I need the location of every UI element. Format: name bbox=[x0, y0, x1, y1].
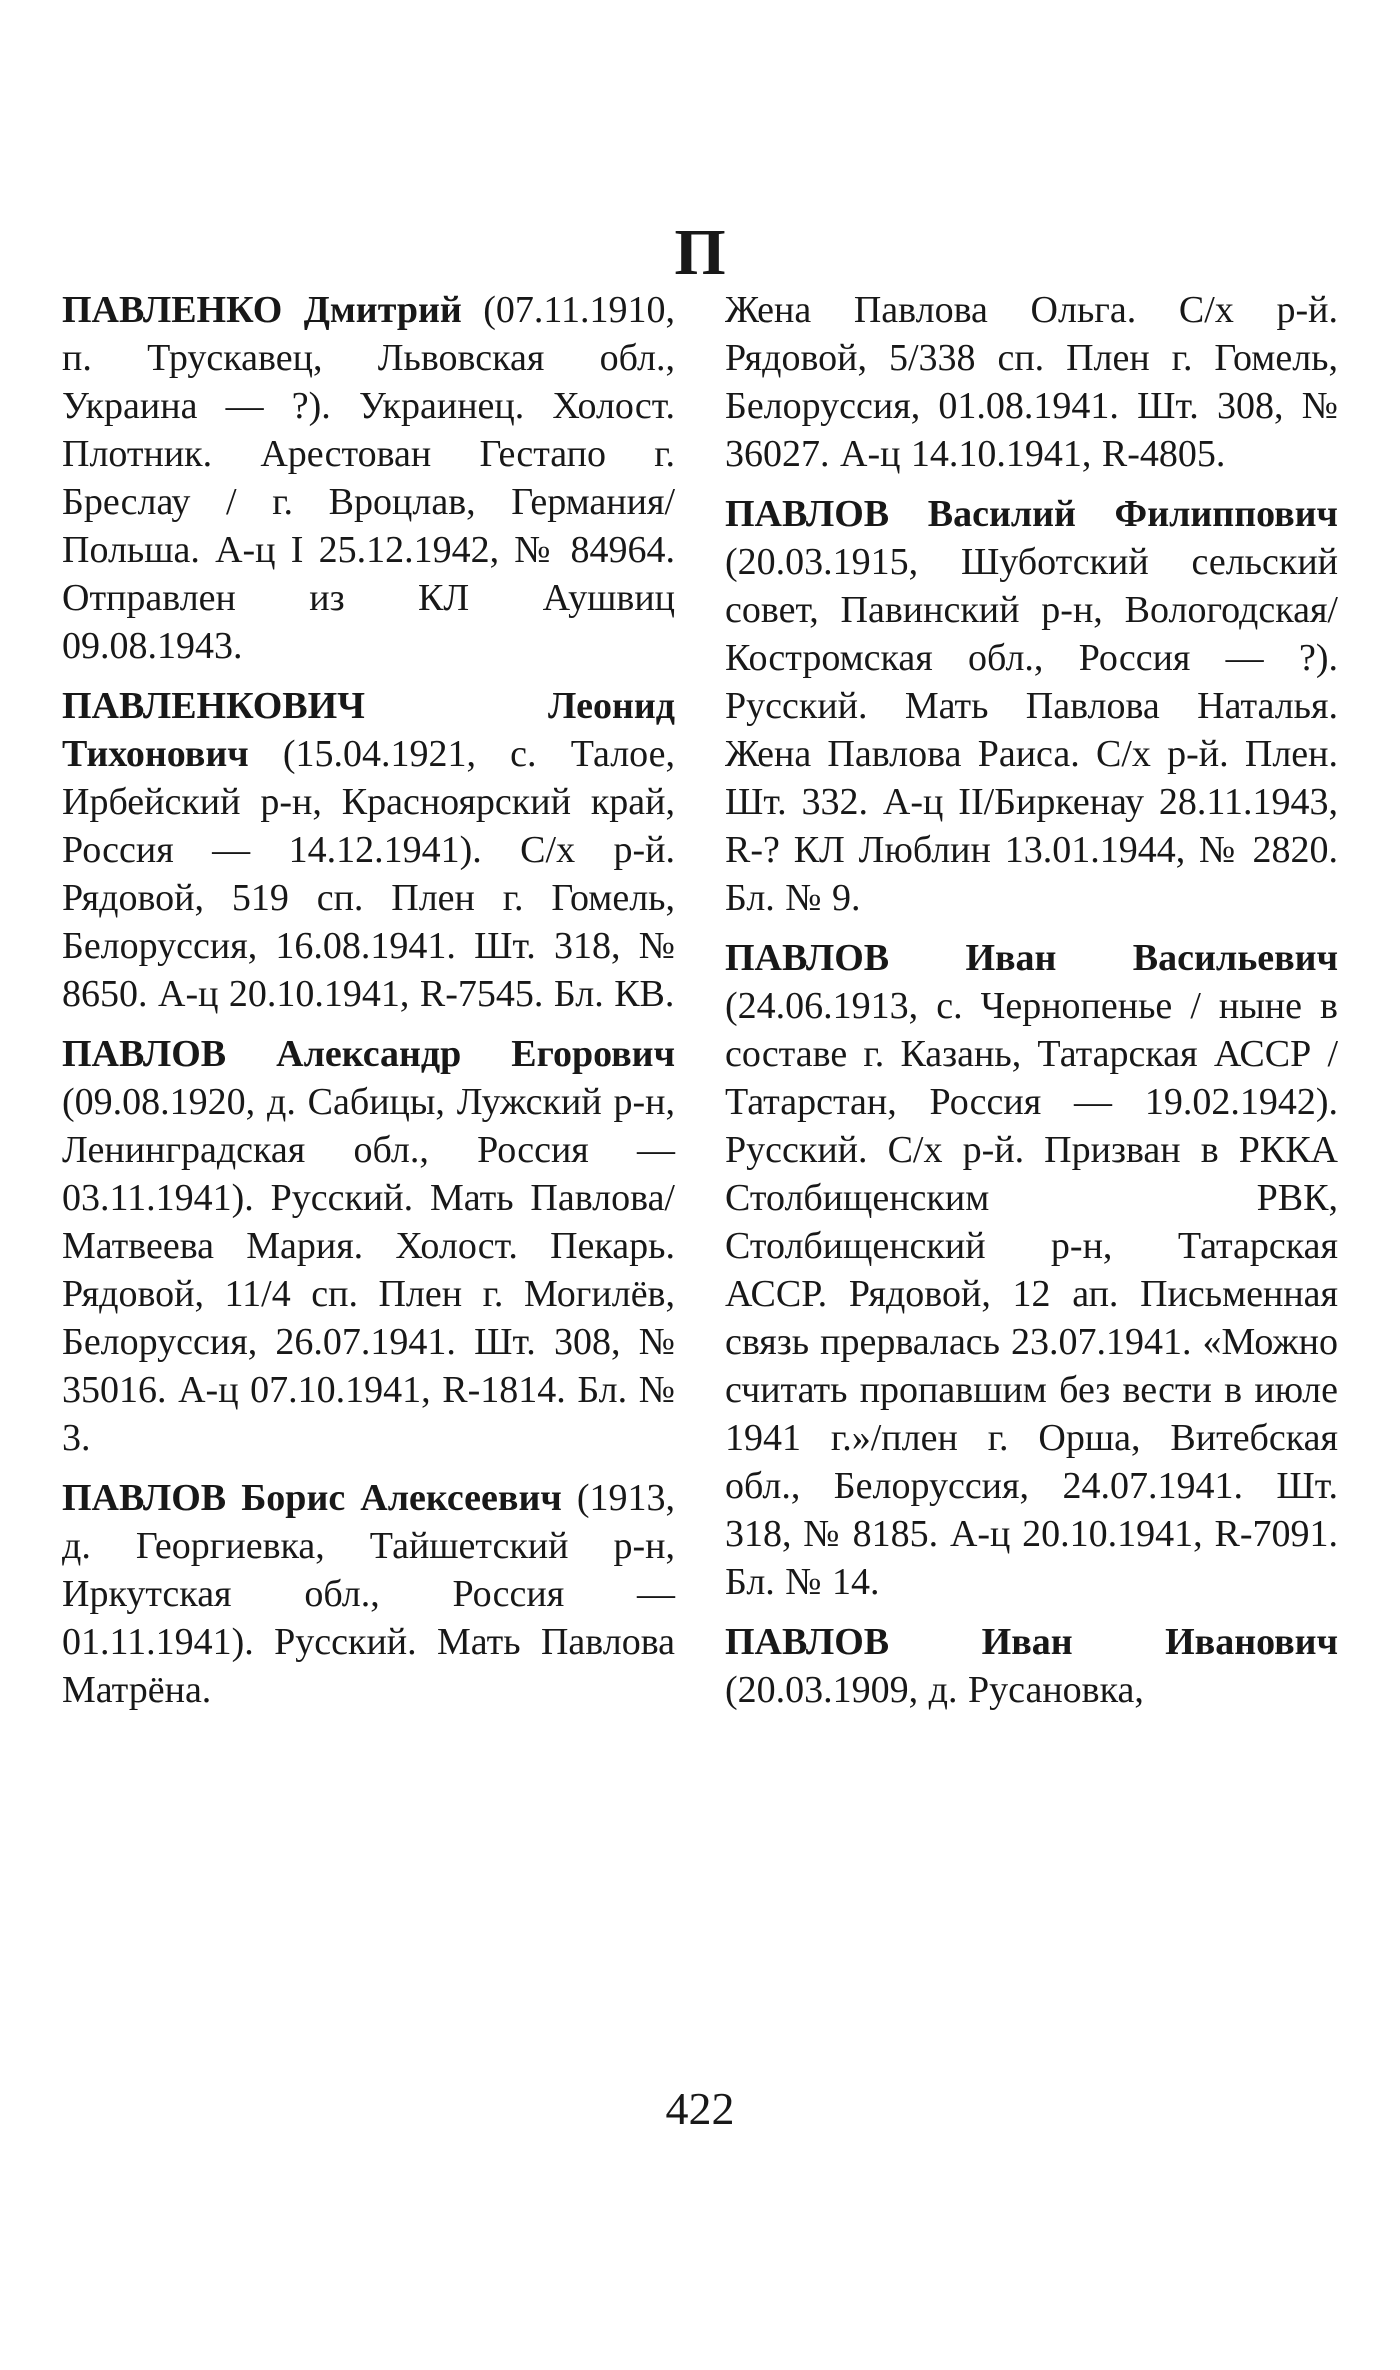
register-entry bbox=[62, 682, 675, 1018]
text-columns bbox=[0, 286, 1400, 1726]
entry-details: (1913, д. Георгиевка, Тайшетский р-н, Иркутская обл., Россия — 01.11.1941). Русский. Мать Павлова Матрёна. bbox=[62, 1477, 675, 1711]
register-entry-continuation bbox=[725, 286, 1338, 478]
section-letter-heading: П bbox=[674, 216, 726, 289]
entry-person-name: ПАВЛЕНКОВИЧ Леонид Тихонович bbox=[62, 685, 675, 775]
entry-person-name: ПАВЛОВ Александр Егорович bbox=[62, 1033, 675, 1075]
entry-person-name: ПАВЛЕНКО Дмитрий bbox=[62, 289, 462, 331]
register-entry bbox=[62, 286, 675, 670]
entry-details: (20.03.1915, Шуботский сельский совет, Павинский р-н, Вологодская/Костромская обл., Россия — ?). Русский. Мать Павлова Наталья. Жена Павлова Раиса. С/х р-й. Плен. Шт. 332. А-ц II/Биркенау 28.11.1943, R-? КЛ Люблин 13.01.1944, № 2820. Бл. № 9. bbox=[725, 541, 1338, 919]
register-entry bbox=[725, 1618, 1338, 1714]
register-entry bbox=[725, 490, 1338, 922]
entry-details: (15.04.1921, с. Талое, Ирбейский р-н, Красноярский край, Россия — 14.12.1941). С/х р-й. Рядовой, 519 сп. Плен г. Гомель, Белоруссия, 16.08.1941. Шт. 318, № 8650. А-ц 20.10.1941, R-7545. Бл. КВ. bbox=[62, 733, 675, 1015]
book-page bbox=[0, 216, 1400, 2134]
register-entry bbox=[725, 934, 1338, 1606]
entry-details: Жена Павлова Ольга. С/х р-й. Рядовой, 5/338 сп. Плен г. Гомель, Белоруссия, 01.08.1941. Шт. 308, № 36027. А-ц 14.10.1941, R-4805. bbox=[725, 289, 1338, 475]
register-entry bbox=[62, 1474, 675, 1714]
left-column bbox=[62, 286, 675, 1726]
entry-details: (24.06.1913, с. Чернопенье / ныне в составе г. Казань, Татарская АССР / Татарстан, Россия — 19.02.1942). Русский. С/х р-й. Призван в РККА Столбищенским РВК, Столбищенский р-н, Татарская АССР. Рядовой, 12 ап. Письменная связь прервалась 23.07.1941. «Можно считать пропавшим без вести в июле 1941 г.»/плен г. Орша, Витебская обл., Белоруссия, 24.07.1941. Шт. 318, № 8185. А-ц 20.10.1941, R-7091. Бл. № 14. bbox=[725, 985, 1338, 1603]
entry-details: (07.11.1910, п. Трускавец, Львовская обл., Украина — ?). Украинец. Холост. Плотник. Арестован Гестапо г. Бреслау / г. Вроцлав, Германия/Польша. А-ц I 25.12.1942, № 84964. Отправлен из КЛ Аушвиц 09.08.1943. bbox=[62, 289, 675, 667]
entry-person-name: ПАВЛОВ Борис Алексеевич bbox=[62, 1477, 562, 1519]
entry-details: (20.03.1909, д. Русановка, bbox=[725, 1669, 1144, 1711]
page-number: 422 bbox=[665, 2083, 735, 2134]
entry-person-name: ПАВЛОВ Иван Иванович bbox=[725, 1621, 1338, 1663]
entry-person-name: ПАВЛОВ Иван Васильевич bbox=[725, 937, 1338, 979]
register-entry bbox=[62, 1030, 675, 1462]
entry-person-name: ПАВЛОВ Василий Филиппович bbox=[725, 493, 1338, 535]
right-column bbox=[725, 286, 1338, 1726]
entry-details: (09.08.1920, д. Сабицы, Лужский р-н, Ленинградская обл., Россия — 03.11.1941). Русский. Мать Павлова/Матвеева Мария. Холост. Пекарь. Рядовой, 11/4 сп. Плен г. Могилёв, Белоруссия, 26.07.1941. Шт. 308, № 35016. А-ц 07.10.1941, R-1814. Бл. № 3. bbox=[62, 1081, 675, 1459]
